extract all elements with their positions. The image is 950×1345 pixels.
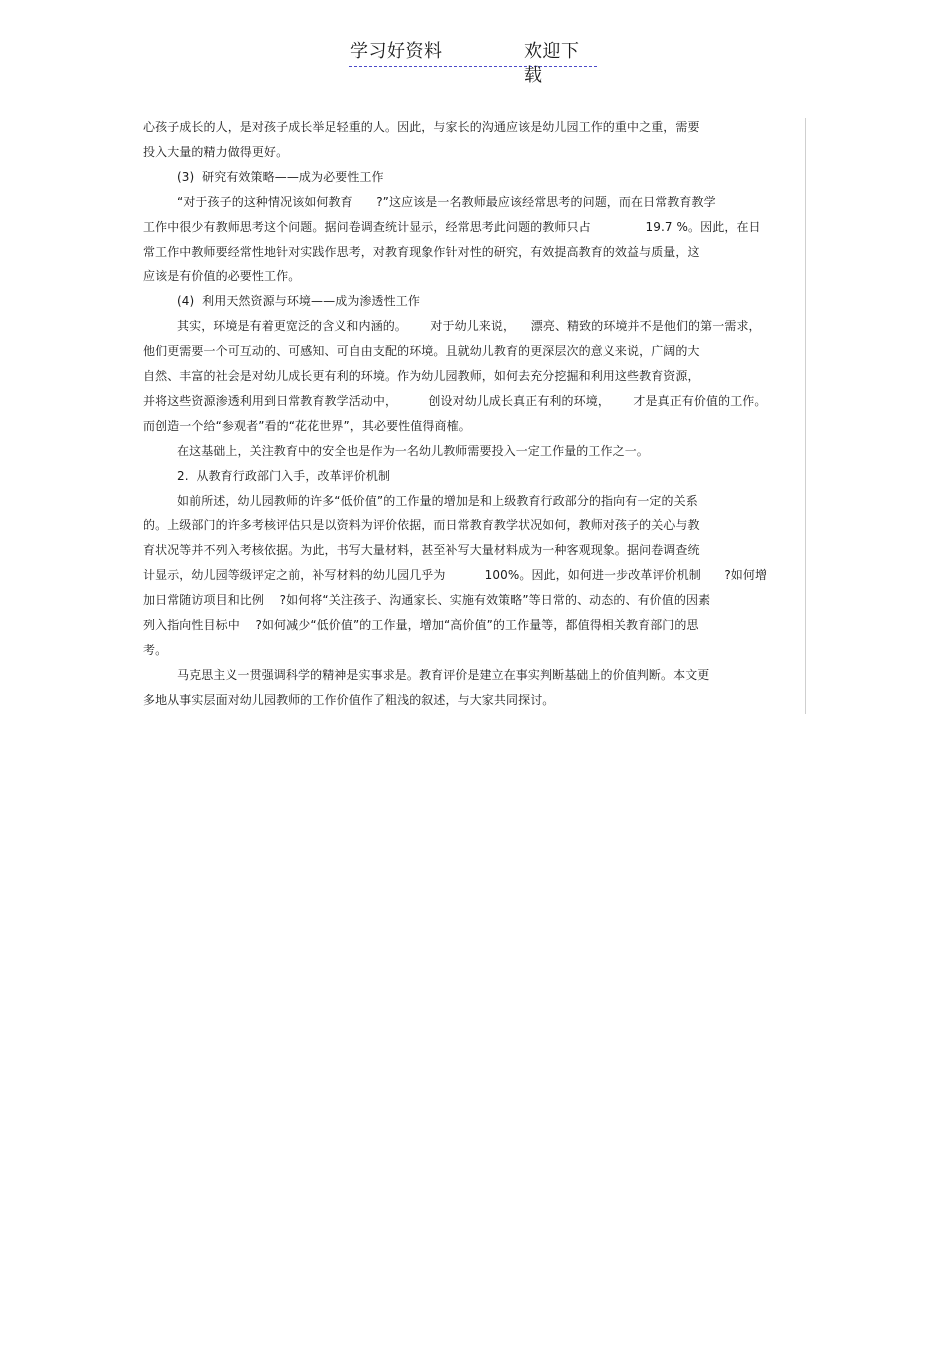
text-line: 并将这些资源渗透利用到日常教育教学活动中， 创设对幼儿成长真正有利的环境， 才是真正有价值的工作。 [143,393,767,408]
text-line: 如前所述，幼儿园教师的许多“低价值”的工作量的增加是和上级教育行政部分的指向有一定的关系 [177,493,698,508]
text-line: 多地从事实层面对幼儿园教师的工作价值作了粗浅的叙述，与大家共同探讨。 [143,692,555,707]
text-line: “对于孩子的这种情况该如何教育 ?”这应该是一名教师最应该经常思考的问题，而在日常教育教学 [177,194,716,209]
page-header [349,40,597,86]
text-line: 加日常随访项目和比例 ?如何将“关注孩子、沟通家长、实施有效策略”等日常的、动态的、有价值的因素 [143,593,711,608]
text-line: (4) 利用天然资源与环境——成为渗透性工作 [177,294,420,309]
text-line: 的。上级部门的许多考核评估只是以资料为评价依据，而日常教育教学状况如何，教师对孩子的关心与教 [143,518,700,533]
text-line: 列入指向性目标中 ?如何减少“低价值”的工作量，增加“高价值”的工作量等，都值得相关教育部门的思 [143,618,699,632]
document-body [143,118,806,714]
text-line: 他们更需要一个可互动的、可感知、可自由支配的环境。且就幼儿教育的更深层次的意义来说，广阔的大 [143,344,700,359]
text-line: 自然、丰富的社会是对幼儿成长更有利的环境。作为幼儿园教师，如何去充分挖掘和利用这些教育资源， [143,369,700,383]
text-line: 考。 [143,642,168,657]
text-line: 其实，环境是有着更宽泛的含义和内涵的。 对于幼儿来说， 漂亮、精致的环境并不是他们的第一需求， [177,319,761,334]
text-line: 育状况等并不列入考核依据。为此，书写大量材料，甚至补写大量材料成为一种客观现象。据问卷调查统 [143,543,700,558]
text-line: (3) 研究有效策略——成为必要性工作 [177,169,384,184]
header-left-text: 学习好资料 [350,41,443,62]
text-line: 在这基础上，关注教育中的安全也是作为一名幼儿教师需要投入一定工作量的工作之一。 [177,443,649,458]
text-line: 2. 从教育行政部门入手，改革评价机制 [177,468,391,483]
text-line: 计显示，幼儿园等级评定之前，补写材料的幼儿园几乎为 100%。因此，如何进一步改革评价机制 ?如何增 [143,568,768,583]
text-line: 而创造一个给“参观者”看的“花花世界”，其必要性值得商榷。 [143,418,471,433]
text-line: 常工作中教师要经常性地针对实践作思考，对教育现象作针对性的研究，有效提高教育的效益与质量，这 [143,244,700,259]
text-line: 应该是有价值的必要性工作。 [143,269,301,284]
text-line: 工作中很少有教师思考这个问题。据问卷调查统计显示，经常思考此问题的教师只占 19.7 %。因此，在日 [143,219,761,234]
text-line: 投入大量的精力做得更好。 [143,144,289,159]
header-right-text: 欢迎下载 [524,41,580,86]
text-line: 马克思主义一贯强调科学的精神是实事求是。教育评价是建立在事实判断基础上的价值判断。本文更 [177,667,710,682]
text-line: 心孩子成长的人，是对孩子成长举足轻重的人。因此，与家长的沟通应该是幼儿园工作的重中之重，需要 [143,120,700,134]
